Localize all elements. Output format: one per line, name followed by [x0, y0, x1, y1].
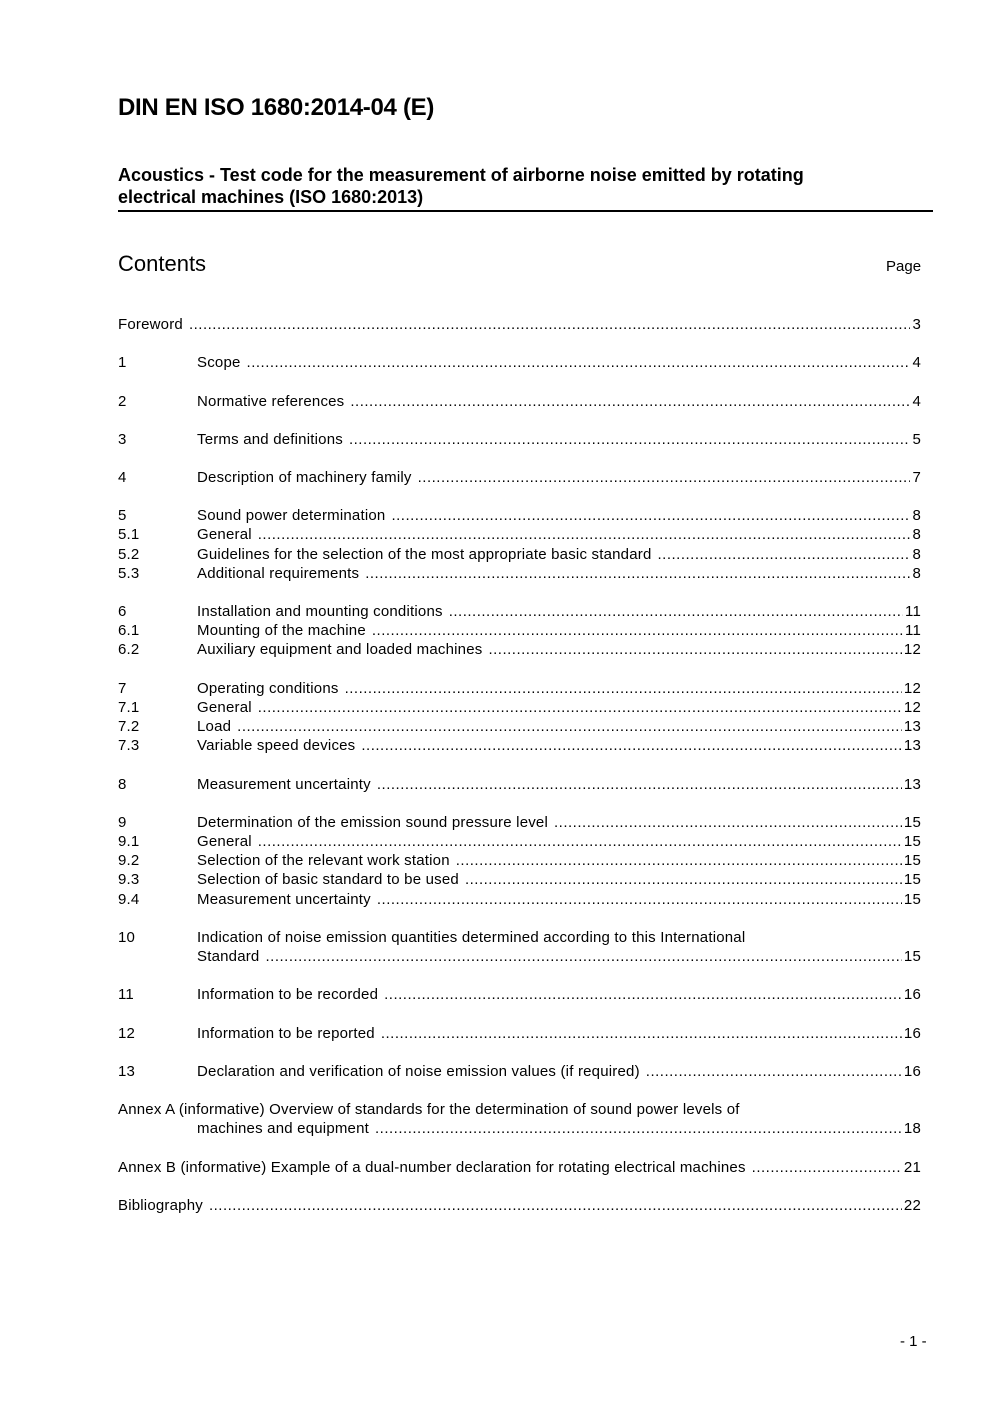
- leader-dots: [381, 1024, 902, 1043]
- leader-dots: [752, 1158, 902, 1177]
- leader-dots: [465, 870, 902, 889]
- toc-entry-9-1[interactable]: [118, 832, 921, 851]
- toc-entry-6-2[interactable]: [118, 640, 921, 659]
- toc-entry-5-2[interactable]: [118, 545, 921, 564]
- toc-entry-text: Measurement uncertainty: [197, 891, 371, 908]
- leader-dots: [372, 621, 903, 640]
- leader-dots: [646, 1062, 902, 1081]
- leader-dots: [349, 430, 911, 449]
- toc-entry-number: 5.2: [118, 546, 140, 563]
- toc-entry-number: 12: [118, 1025, 136, 1042]
- leader-dots: [377, 890, 902, 909]
- toc-entry-foreword[interactable]: [118, 315, 921, 334]
- toc-entry-text: Installation and mounting conditions: [197, 603, 443, 620]
- toc-entry-text: Standard: [197, 948, 260, 965]
- toc-entry-number: 9.1: [118, 833, 140, 850]
- leader-dots: [449, 602, 903, 621]
- toc-entry-12[interactable]: [118, 1024, 921, 1043]
- toc-entry-text: Variable speed devices: [197, 737, 356, 754]
- toc-entry-7[interactable]: [118, 679, 921, 698]
- page-column-heading: Page: [886, 258, 922, 275]
- leader-dots: [391, 506, 910, 525]
- toc-entry-number: 9.4: [118, 891, 140, 908]
- leader-dots: [418, 468, 911, 487]
- toc-entry-text: Scope: [197, 354, 241, 371]
- leader-dots: [375, 1119, 902, 1138]
- toc-entry-page: 15: [903, 948, 921, 965]
- toc-entry-page: 12: [903, 680, 921, 697]
- toc-entry-page: 21: [903, 1159, 921, 1176]
- toc-entry-9[interactable]: [118, 813, 921, 832]
- toc-entry-number: 7: [118, 680, 127, 697]
- toc-entry-page: 7: [912, 469, 921, 486]
- toc-entry-text: Mounting of the machine: [197, 622, 366, 639]
- toc-entry-1[interactable]: [118, 353, 921, 372]
- toc-entry-number: 3: [118, 431, 127, 448]
- toc-entry-page: 15: [903, 871, 921, 888]
- toc-entry-page: 8: [912, 526, 921, 543]
- toc-entry-text: Terms and definitions: [197, 431, 343, 448]
- toc-entry-number: 9: [118, 814, 127, 831]
- toc-entry-text: General: [197, 526, 252, 543]
- toc-entry-11[interactable]: [118, 985, 921, 1004]
- leader-dots: [258, 832, 902, 851]
- toc-entry-number: 7.3: [118, 737, 140, 754]
- toc-entry-7-3[interactable]: [118, 736, 921, 755]
- document-subtitle: [118, 164, 918, 208]
- toc-entry-7-2[interactable]: [118, 717, 921, 736]
- toc-entry-number: 7.1: [118, 699, 140, 716]
- toc-entry-text: Annex B (informative) Example of a dual-number declaration for rotating electrical machines: [118, 1159, 746, 1176]
- toc-entry-number: 6: [118, 603, 127, 620]
- toc-entry-8[interactable]: [118, 775, 921, 794]
- toc-entry-text: Auxiliary equipment and loaded machines: [197, 641, 483, 658]
- toc-entry-number: 8: [118, 776, 127, 793]
- toc-entry-number: 7.2: [118, 718, 140, 735]
- toc-entry-text: Foreword: [118, 316, 183, 333]
- toc-entry-number: 11: [118, 986, 134, 1003]
- toc-entry-text: Operating conditions: [197, 680, 339, 697]
- toc-entry-3[interactable]: [118, 430, 921, 449]
- toc-entry-text: machines and equipment: [197, 1120, 370, 1137]
- toc-entry-text: Guidelines for the selection of the most appropriate basic standard: [197, 546, 652, 563]
- leader-dots: [209, 1196, 902, 1215]
- toc-entry-number: 6.1: [118, 622, 140, 639]
- toc-entry-text: Information to be recorded: [197, 986, 379, 1003]
- document-title: DIN EN ISO 1680:2014-04 (E): [118, 94, 435, 121]
- toc-entry-page: 15: [903, 852, 921, 869]
- toc-entry-text: General: [197, 833, 252, 850]
- contents-heading: Contents: [118, 251, 207, 276]
- toc-entry-6[interactable]: [118, 602, 921, 621]
- toc-entry-text: Information to be reported: [197, 1025, 375, 1042]
- toc-entry-page: 13: [903, 718, 921, 735]
- toc-entry-number: 6.2: [118, 641, 140, 658]
- toc-entry-text: Measurement uncertainty: [197, 776, 371, 793]
- toc-entry-number: 2: [118, 393, 127, 410]
- toc-entry-page: 11: [905, 603, 921, 620]
- leader-dots: [189, 315, 910, 334]
- toc-entry-page: 18: [903, 1120, 921, 1137]
- toc-entry-5[interactable]: [118, 506, 921, 525]
- toc-entry-page: 3: [912, 316, 921, 333]
- toc-entry-4[interactable]: [118, 468, 921, 487]
- leader-dots: [456, 851, 902, 870]
- toc-entry-page: 11: [905, 622, 921, 639]
- toc-entry-page: 8: [912, 565, 921, 582]
- subtitle-line-1: Acoustics - Test code for the measurement of airborne noise emitted by rotating: [118, 165, 804, 185]
- toc-entry-number: 10: [118, 929, 136, 946]
- toc-entry-page: 12: [903, 699, 921, 716]
- toc-entry-page: 5: [912, 431, 921, 448]
- leader-dots: [247, 353, 911, 372]
- toc-entry-13[interactable]: [118, 1062, 921, 1081]
- toc-entry-text-line1: Indication of noise emission quantities determined according to this International: [197, 929, 746, 946]
- leader-dots: [258, 525, 911, 544]
- toc-entry-page: 13: [903, 737, 921, 754]
- toc-entry-number: 4: [118, 469, 127, 486]
- toc-entry-number: 9.3: [118, 871, 140, 888]
- toc-entry-page: 15: [903, 833, 921, 850]
- leader-dots: [554, 813, 902, 832]
- toc-entry-text: Bibliography: [118, 1197, 203, 1214]
- toc-entry-10[interactable]: [118, 928, 921, 966]
- toc-entry-page: 12: [903, 641, 921, 658]
- toc-entry-number: 5: [118, 507, 127, 524]
- toc-entry-text: Selection of the relevant work station: [197, 852, 450, 869]
- toc-entry-9-2[interactable]: [118, 851, 921, 870]
- leader-dots: [350, 392, 910, 411]
- toc-entry-text: Additional requirements: [197, 565, 360, 582]
- title-rule: [118, 210, 933, 212]
- toc-entry-page: 8: [912, 507, 921, 524]
- toc-entry-bibliography[interactable]: [118, 1196, 921, 1215]
- toc-entry-text-line1: Annex A (informative) Overview of standards for the determination of sound power levels of: [118, 1101, 740, 1118]
- toc-entry-page: 15: [903, 891, 921, 908]
- toc-entry-number: 1: [118, 354, 127, 371]
- toc-entry-page: 13: [903, 776, 921, 793]
- toc-entry-text: Description of machinery family: [197, 469, 412, 486]
- leader-dots: [265, 947, 901, 966]
- toc-entry-page: 4: [912, 393, 921, 410]
- toc-entry-page: 16: [903, 1025, 921, 1042]
- toc-entry-text: Normative references: [197, 393, 345, 410]
- leader-dots: [384, 985, 902, 1004]
- toc-entry-number: 9.2: [118, 852, 140, 869]
- toc-entry-7-1[interactable]: [118, 698, 921, 717]
- leader-dots: [488, 640, 901, 659]
- toc-entry-5-3[interactable]: [118, 564, 921, 583]
- toc-entry-9-3[interactable]: [118, 870, 921, 889]
- toc-entry-9-4[interactable]: [118, 890, 921, 909]
- toc-entry-6-1[interactable]: [118, 621, 921, 640]
- leader-dots: [377, 775, 902, 794]
- toc-entry-text: General: [197, 699, 252, 716]
- toc-entry-5-1[interactable]: [118, 525, 921, 544]
- toc-entry-page: 16: [903, 1063, 921, 1080]
- leader-dots: [345, 679, 902, 698]
- footer-page-number: - 1 -: [900, 1333, 927, 1350]
- toc-entry-text: Declaration and verification of noise emission values (if required): [197, 1063, 640, 1080]
- toc-entry-number: 13: [118, 1063, 136, 1080]
- leader-dots: [258, 698, 902, 717]
- leader-dots: [365, 564, 910, 583]
- toc-entry-text: Determination of the emission sound pressure level: [197, 814, 549, 831]
- toc-entry-annex-a[interactable]: [118, 1100, 921, 1138]
- toc-entry-page: 16: [903, 986, 921, 1003]
- toc-entry-2[interactable]: [118, 392, 921, 411]
- subtitle-line-2: electrical machines (ISO 1680:2013): [118, 187, 424, 207]
- toc-entry-page: 8: [912, 546, 921, 563]
- toc-entry-number: 5.3: [118, 565, 140, 582]
- toc-entry-page: 15: [903, 814, 921, 831]
- toc-entry-number: 5.1: [118, 526, 140, 543]
- toc-entry-text: Load: [197, 718, 232, 735]
- toc-entry-page: 4: [912, 354, 921, 371]
- toc-entry-text: Sound power determination: [197, 507, 386, 524]
- toc-entry-annex-b[interactable]: [118, 1158, 921, 1177]
- toc-entry-text: Selection of basic standard to be used: [197, 871, 459, 888]
- toc-entry-page: 22: [903, 1197, 921, 1214]
- leader-dots: [658, 545, 911, 564]
- leader-dots: [361, 736, 902, 755]
- leader-dots: [237, 717, 902, 736]
